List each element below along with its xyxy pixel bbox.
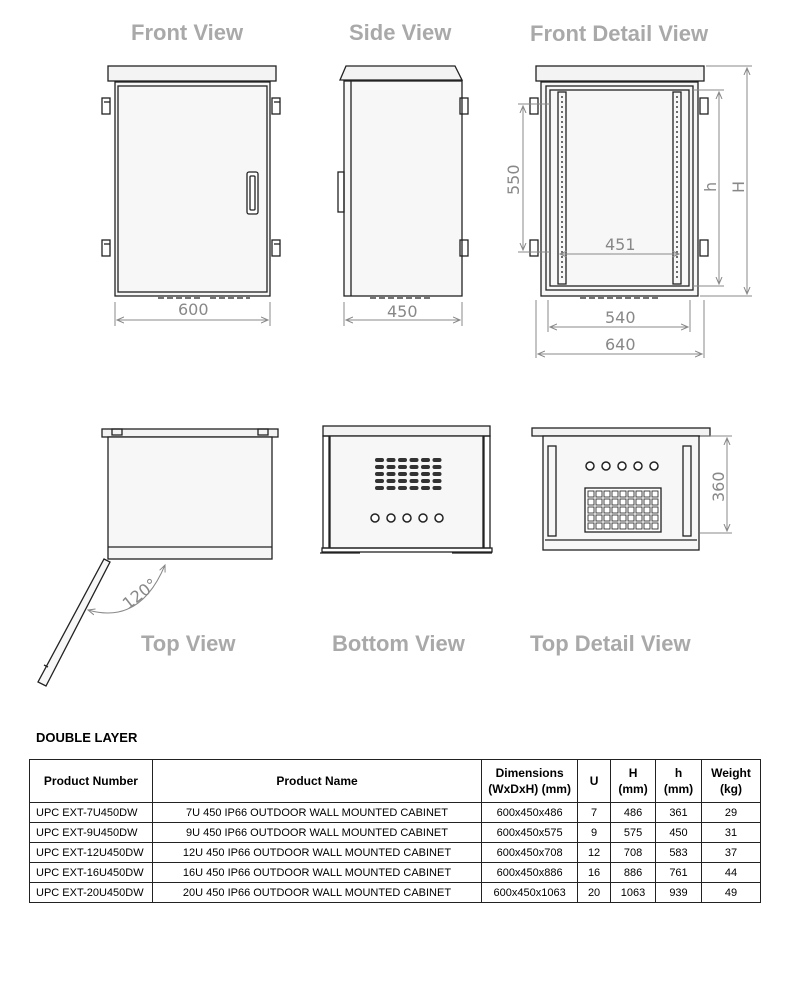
inner-width-label: 540 [605, 308, 636, 327]
vent-slot [421, 465, 430, 469]
cell-product-number: UPC EXT-12U450DW [30, 843, 153, 863]
cell-h: 761 [656, 863, 702, 883]
cell-weight: 37 [701, 843, 760, 863]
vent-slot [387, 486, 396, 490]
cell-H: 575 [611, 823, 656, 843]
table-row [30, 883, 761, 903]
side-view-title: Side View [349, 20, 452, 45]
vent-slot [398, 465, 407, 469]
cable-gland [602, 462, 610, 470]
cable-gland [419, 514, 427, 522]
vent-slot [375, 472, 384, 476]
cell-weight: 29 [701, 803, 760, 823]
header-h-line1: h [674, 766, 683, 780]
cell-weight: 49 [701, 883, 760, 903]
cell-product-name: 7U 450 IP66 OUTDOOR WALL MOUNTED CABINET [152, 803, 481, 823]
header-dimensions [482, 760, 578, 803]
side-depth-label: 450 [387, 302, 418, 321]
vent-slot [410, 465, 419, 469]
vent-slot [375, 479, 384, 483]
outer-width-label: 640 [605, 335, 636, 354]
cable-gland [618, 462, 626, 470]
cable-gland [403, 514, 411, 522]
cell-dimensions: 600x450x486 [482, 803, 578, 823]
side-view-drawing [338, 66, 468, 298]
header-weight [701, 760, 760, 803]
vent-slot [398, 486, 407, 490]
header-product-name: Product Name [152, 760, 481, 803]
vent-slot [410, 479, 419, 483]
vent-slot [421, 458, 430, 462]
header-H-line1: H [628, 766, 638, 780]
header-h-line2: (mm) [663, 782, 694, 796]
vent-slot [410, 458, 419, 462]
vent-slot [421, 479, 430, 483]
rack-height-label: 550 [504, 164, 523, 195]
front-view-drawing [102, 66, 280, 298]
vent-slot [410, 486, 419, 490]
top-view-title: Top View [141, 631, 236, 656]
header-dimensions-line1: Dimensions [495, 766, 564, 780]
front-view-title: Front View [131, 20, 244, 45]
vent-slot [433, 479, 442, 483]
cell-dimensions: 600x450x1063 [482, 883, 578, 903]
rack-inner-width-label: 451 [605, 235, 636, 254]
bottom-view-title: Bottom View [332, 631, 465, 656]
vent-slot [375, 458, 384, 462]
vent-slot [398, 479, 407, 483]
cell-product-number: UPC EXT-16U450DW [30, 863, 153, 883]
cable-gland [586, 462, 594, 470]
top-detail-view-title: Top Detail View [530, 631, 691, 656]
front-detail-view-title: Front Detail View [530, 21, 709, 46]
vent-slot [375, 486, 384, 490]
vent-slot [375, 465, 384, 469]
header-weight-line1: Weight [711, 766, 751, 780]
cell-u: 9 [578, 823, 611, 843]
vent-slot [433, 458, 442, 462]
cell-u: 20 [578, 883, 611, 903]
front-detail-view-drawing [530, 66, 708, 298]
cell-u: 7 [578, 803, 611, 823]
cell-product-name: 12U 450 IP66 OUTDOOR WALL MOUNTED CABINET [152, 843, 481, 863]
header-weight-line2: (kg) [719, 782, 742, 796]
top-view-drawing [38, 429, 278, 686]
cell-product-number: UPC EXT-7U450DW [30, 803, 153, 823]
header-dimensions-line2: (WxDxH) (mm) [488, 782, 571, 796]
cell-h: 939 [656, 883, 702, 903]
cell-H: 1063 [611, 883, 656, 903]
cell-product-number: UPC EXT-9U450DW [30, 823, 153, 843]
table-row [30, 803, 761, 823]
vent-slot [433, 472, 442, 476]
vent-slot [433, 465, 442, 469]
cell-H: 708 [611, 843, 656, 863]
front-width-label: 600 [178, 300, 209, 319]
cell-product-name: 16U 450 IP66 OUTDOOR WALL MOUNTED CABINET [152, 863, 481, 883]
cell-h: 450 [656, 823, 702, 843]
header-H-line2: (mm) [618, 782, 648, 796]
cable-gland [387, 514, 395, 522]
top-detail-view-drawing [532, 428, 710, 550]
vent-slot [387, 472, 396, 476]
vent-slot [421, 472, 430, 476]
cell-h: 583 [656, 843, 702, 863]
header-u: U [578, 760, 611, 803]
vent-slot [433, 486, 442, 490]
cable-gland [634, 462, 642, 470]
vent-slot [387, 458, 396, 462]
cell-H: 886 [611, 863, 656, 883]
cable-gland [371, 514, 379, 522]
outer-height-label: H [729, 180, 748, 193]
table-row [30, 843, 761, 863]
cell-h: 361 [656, 803, 702, 823]
cell-product-number: UPC EXT-20U450DW [30, 883, 153, 903]
door-angle-label: 120° [118, 574, 161, 614]
top-detail-depth-label: 360 [709, 471, 728, 502]
table-header-row [30, 760, 761, 803]
section-title: DOUBLE LAYER [36, 730, 138, 745]
table-row [30, 863, 761, 883]
vent-slot [398, 458, 407, 462]
header-product-number: Product Number [30, 760, 153, 803]
vent-slot [387, 465, 396, 469]
cell-product-name: 9U 450 IP66 OUTDOOR WALL MOUNTED CABINET [152, 823, 481, 843]
cell-dimensions: 600x450x708 [482, 843, 578, 863]
header-h [656, 760, 702, 803]
inner-height-label: h [701, 181, 720, 192]
vent-slot [387, 479, 396, 483]
cell-u: 12 [578, 843, 611, 863]
cell-H: 486 [611, 803, 656, 823]
vent-slot [398, 472, 407, 476]
vent-slot [421, 486, 430, 490]
header-H [611, 760, 656, 803]
vent-slot [410, 472, 419, 476]
cell-dimensions: 600x450x886 [482, 863, 578, 883]
cable-gland [435, 514, 443, 522]
product-spec-table [29, 759, 761, 903]
cell-weight: 31 [701, 823, 760, 843]
cell-weight: 44 [701, 863, 760, 883]
cell-product-name: 20U 450 IP66 OUTDOOR WALL MOUNTED CABINET [152, 883, 481, 903]
cell-dimensions: 600x450x575 [482, 823, 578, 843]
cable-gland [650, 462, 658, 470]
table-row [30, 823, 761, 843]
cell-u: 16 [578, 863, 611, 883]
